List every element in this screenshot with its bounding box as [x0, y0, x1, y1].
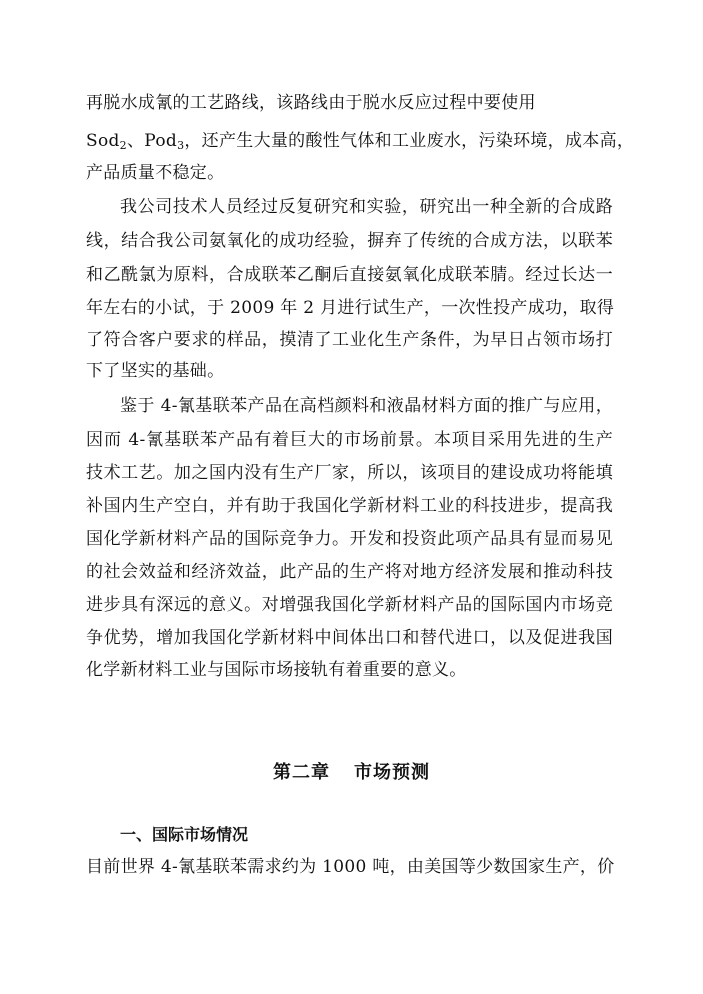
chem-sod: Sod	[86, 131, 120, 151]
paragraph-3-line-4: 补国内生产空白，并有助于我国化学新材料工业的科技进步，提高我	[86, 496, 613, 516]
chem-sod-subscript: 2	[119, 139, 127, 152]
chem-pod: 、Pod	[126, 131, 178, 151]
paragraph-2-line-4: 年左右的小试，于 2009 年 2 月进行试生产，一次性投产成功，取得	[86, 298, 615, 318]
paragraph-3-line-6: 的社会效益和经济效益，此产品的生产将对地方经济发展和推动科技	[86, 562, 613, 582]
paragraph-3-line-3: 技术工艺。加之国内没有生产厂家，所以，该项目的建设成功将能填	[86, 463, 613, 483]
chapter-number: 第二章	[273, 762, 330, 783]
paragraph-3-line-7: 进步具有深远的意义。对增强我国化学新材料产品的国际国内市场竞	[86, 595, 613, 615]
paragraph-3-line-8: 争优势，增加我国化学新材料中间体出口和替代进口，以及促进我国	[86, 628, 613, 648]
paragraph-3-line-2: 因而 4-氰基联苯产品有着巨大的市场前景。本项目采用先进的生产	[86, 430, 613, 450]
chapter-title: 市场预测	[354, 762, 430, 783]
paragraph-3-line-9: 化学新材料工业与国际市场接轨有着重要的意义。	[86, 660, 467, 680]
paragraph-1-line-2	[86, 131, 635, 152]
paragraph-1-line-1: 再脱水成氰的工艺路线，该路线由于脱水反应过程中要使用	[86, 93, 536, 113]
paragraph-1-line-3: 产品质量不稳定。	[86, 163, 225, 183]
chem-pod-subscript: 3	[177, 139, 185, 152]
paragraph-2-line-5: 了符合客户要求的样品，摸清了工业化生产条件，为早日占领市场打	[86, 330, 613, 350]
paragraph-3-line-1: 鉴于 4-氰基联苯产品在高档颜料和液晶材料方面的推广与应用，	[120, 396, 613, 416]
paragraph-2-line-2: 线，结合我公司氨氧化的成功经验，摒弃了传统的合成方法，以联苯	[86, 231, 613, 251]
chapter-heading	[0, 762, 703, 784]
section-heading: 一、国际市场情况	[120, 825, 249, 844]
paragraph-1-line-2-text: ，还产生大量的酸性气体和工业废水，污染环境，成本高，	[184, 131, 635, 151]
paragraph-2-line-3: 和乙酰氯为原料，合成联苯乙酮后直接氨氧化成联苯腈。经过长达一	[86, 265, 613, 285]
paragraph-3-line-5: 国化学新材料产品的国际竞争力。开发和投资此项产品具有显而易见	[86, 529, 613, 549]
paragraph-2-line-1: 我公司技术人员经过反复研究和实验，研究出一种全新的合成路	[120, 197, 613, 217]
section-1-line-1: 目前世界 4-氰基联苯需求约为 1000 吨，由美国等少数国家生产，价	[86, 857, 615, 877]
paragraph-2-line-6: 下了坚实的基础。	[86, 361, 225, 381]
